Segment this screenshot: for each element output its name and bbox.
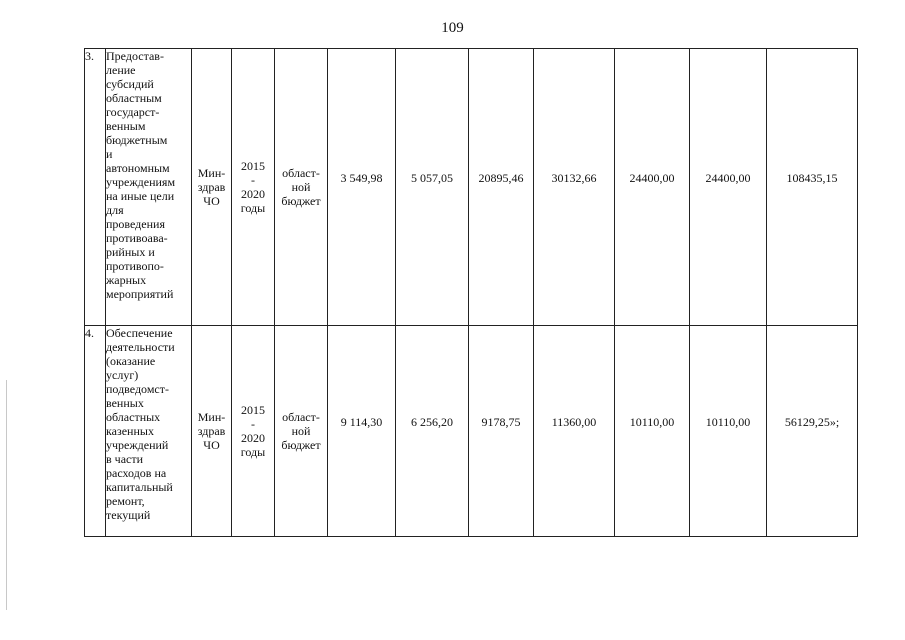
row-value-2018 bbox=[534, 326, 615, 537]
budget-table bbox=[84, 48, 858, 537]
row-funding-source: област- ной бюджет bbox=[275, 326, 328, 537]
page-number: 109 bbox=[441, 20, 464, 36]
row-value-2017 bbox=[469, 49, 534, 326]
row-number: 3. bbox=[85, 49, 106, 326]
table-row bbox=[85, 326, 858, 537]
scan-edge-line bbox=[6, 380, 7, 610]
value-text: 11360,00 bbox=[551, 415, 597, 429]
row-value-2018 bbox=[534, 49, 615, 326]
row-period: 2015 - 2020 годы bbox=[232, 326, 275, 537]
row-funding-source: област- ной бюджет bbox=[275, 49, 328, 326]
value-text: 5 057,05 bbox=[411, 171, 453, 185]
row-value-total bbox=[767, 49, 858, 326]
row-value-2015 bbox=[328, 326, 396, 537]
row-description: Предостав- ление субсидий областным государст- венным бюджетным и автономным учреждениям на иные цели для проведения противоава- рийных и противопо- жарных мероприятий bbox=[106, 49, 192, 326]
row-value-total bbox=[767, 326, 858, 537]
row-executor: Мин- здрав ЧО bbox=[192, 326, 232, 537]
row-value-2016 bbox=[396, 326, 469, 537]
row-value-2020 bbox=[690, 49, 767, 326]
value-text: 10110,00 bbox=[629, 415, 675, 429]
row-executor: Мин- здрав ЧО bbox=[192, 49, 232, 326]
value-text: 10110,00 bbox=[705, 415, 751, 429]
table-row bbox=[85, 49, 858, 326]
value-text: 108435,15 bbox=[786, 171, 838, 185]
value-text: 20895,46 bbox=[478, 171, 524, 185]
row-value-2019 bbox=[615, 49, 690, 326]
row-value-2017 bbox=[469, 326, 534, 537]
row-description: Обеспечение деятельности (оказание услуг) подведомст- венных областных казенных учреждений в части расходов на капитальный ремонт, текущий bbox=[106, 326, 192, 537]
row-value-2016 bbox=[396, 49, 469, 326]
value-text: 30132,66 bbox=[551, 171, 597, 185]
row-period: 2015 - 2020 годы bbox=[232, 49, 275, 326]
row-value-2015 bbox=[328, 49, 396, 326]
value-text: 24400,00 bbox=[629, 171, 675, 185]
value-text: 56129,25»; bbox=[784, 415, 840, 429]
value-text: 3 549,98 bbox=[340, 171, 383, 185]
value-text: 9 114,30 bbox=[340, 415, 383, 429]
row-value-2020 bbox=[690, 326, 767, 537]
row-number: 4. bbox=[85, 326, 106, 537]
row-value-2019 bbox=[615, 326, 690, 537]
value-text: 6 256,20 bbox=[411, 415, 453, 429]
value-text: 24400,00 bbox=[705, 171, 751, 185]
value-text: 9178,75 bbox=[481, 415, 521, 429]
